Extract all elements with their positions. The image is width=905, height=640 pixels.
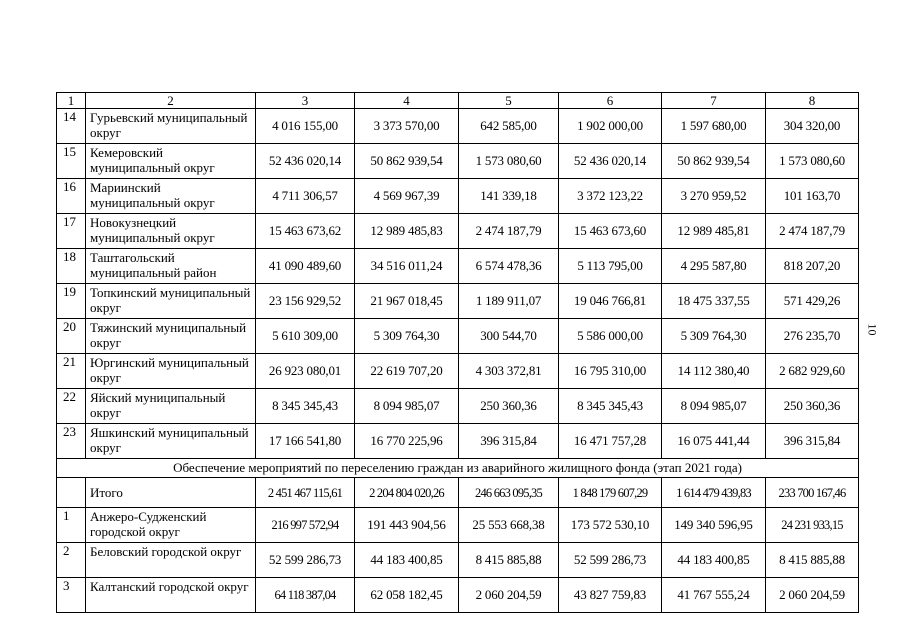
municipality-name: Мариинский муниципальный округ [86,179,256,214]
table-row [57,424,859,459]
amount-cell: 43 827 759,83 [559,578,662,613]
row-number: 17 [57,214,86,249]
amount-cell: 1 848 179 607,29 [559,478,662,508]
amount-cell: 17 166 541,80 [256,424,355,459]
row-number: 16 [57,179,86,214]
table-row [57,249,859,284]
amount-cell: 276 235,70 [766,319,859,354]
row-number: 19 [57,284,86,319]
amount-cell: 62 058 182,45 [355,578,459,613]
row-number [57,478,86,508]
amount-cell: 5 309 764,30 [662,319,766,354]
table-row [57,319,859,354]
amount-cell: 2 474 187,79 [766,214,859,249]
amount-cell: 50 862 939,54 [355,144,459,179]
amount-cell: 23 156 929,52 [256,284,355,319]
page-number: 10 [865,323,880,336]
amount-cell: 8 345 345,43 [256,389,355,424]
amount-cell: 2 474 187,79 [459,214,559,249]
row-number: 23 [57,424,86,459]
amount-cell: 2 204 804 020,26 [355,478,459,508]
table-row [57,179,859,214]
table-row [57,578,859,613]
amount-cell: 141 339,18 [459,179,559,214]
amount-cell: 4 569 967,39 [355,179,459,214]
amount-cell: 52 599 286,73 [256,543,355,578]
municipality-name: Тяжинский муниципальный округ [86,319,256,354]
amount-cell: 24 231 933,15 [766,508,859,543]
amount-cell: 26 923 080,01 [256,354,355,389]
row-number: 15 [57,144,86,179]
row-number: 14 [57,109,86,144]
amount-cell: 8 415 885,88 [766,543,859,578]
amount-cell: 44 183 400,85 [355,543,459,578]
table-row [57,144,859,179]
amount-cell: 1 189 911,07 [459,284,559,319]
table-row [57,109,859,144]
amount-cell: 52 599 286,73 [559,543,662,578]
data-table [56,92,859,613]
amount-cell: 818 207,20 [766,249,859,284]
amount-cell: 5 113 795,00 [559,249,662,284]
amount-cell: 2 060 204,59 [459,578,559,613]
amount-cell: 3 373 570,00 [355,109,459,144]
column-number-2: 2 [86,93,256,109]
amount-cell: 396 315,84 [766,424,859,459]
amount-cell: 5 610 309,00 [256,319,355,354]
amount-cell: 250 360,36 [459,389,559,424]
table-row [57,543,859,578]
municipality-name: Кемеровский муниципальный округ [86,144,256,179]
header-row [57,93,859,109]
amount-cell: 41 767 555,24 [662,578,766,613]
amount-cell: 2 451 467 115,61 [256,478,355,508]
row-number: 20 [57,319,86,354]
amount-cell: 2 682 929,60 [766,354,859,389]
municipality-name: Калтанский городской округ [86,578,256,613]
amount-cell: 34 516 011,24 [355,249,459,284]
amount-cell: 4 711 306,57 [256,179,355,214]
column-number-5: 5 [459,93,559,109]
amount-cell: 16 795 310,00 [559,354,662,389]
section-title: Обеспечение мероприятий по переселению граждан из аварийного жилищного фонда (этап 2021 года) [57,459,859,478]
amount-cell: 52 436 020,14 [256,144,355,179]
amount-cell: 8 094 985,07 [355,389,459,424]
column-number-6: 6 [559,93,662,109]
amount-cell: 18 475 337,55 [662,284,766,319]
amount-cell: 3 270 959,52 [662,179,766,214]
table-row [57,214,859,249]
amount-cell: 233 700 167,46 [766,478,859,508]
amount-cell: 4 016 155,00 [256,109,355,144]
table-row [57,389,859,424]
amount-cell: 22 619 707,20 [355,354,459,389]
amount-cell: 64 118 387,04 [256,578,355,613]
table-row [57,478,859,508]
amount-cell: 250 360,36 [766,389,859,424]
amount-cell: 16 075 441,44 [662,424,766,459]
amount-cell: 44 183 400,85 [662,543,766,578]
column-number-4: 4 [355,93,459,109]
amount-cell: 642 585,00 [459,109,559,144]
amount-cell: 396 315,84 [459,424,559,459]
column-number-1: 1 [57,93,86,109]
municipality-name: Итого [86,478,256,508]
municipality-name: Новокузнецкий муниципальный округ [86,214,256,249]
amount-cell: 4 295 587,80 [662,249,766,284]
amount-cell: 8 345 345,43 [559,389,662,424]
row-number: 22 [57,389,86,424]
amount-cell: 1 573 080,60 [766,144,859,179]
amount-cell: 50 862 939,54 [662,144,766,179]
amount-cell: 41 090 489,60 [256,249,355,284]
amount-cell: 19 046 766,81 [559,284,662,319]
amount-cell: 3 372 123,22 [559,179,662,214]
municipality-name: Юргинский муниципальный округ [86,354,256,389]
municipality-name: Яйский муниципальный округ [86,389,256,424]
column-number-7: 7 [662,93,766,109]
amount-cell: 1 902 000,00 [559,109,662,144]
amount-cell: 1 597 680,00 [662,109,766,144]
row-number: 21 [57,354,86,389]
amount-cell: 1 614 479 439,83 [662,478,766,508]
row-number: 1 [57,508,86,543]
table-row [57,284,859,319]
table-row [57,508,859,543]
amount-cell: 101 163,70 [766,179,859,214]
amount-cell: 149 340 596,95 [662,508,766,543]
amount-cell: 571 429,26 [766,284,859,319]
column-number-3: 3 [256,93,355,109]
municipality-name: Гурьевский муниципальный округ [86,109,256,144]
column-number-8: 8 [766,93,859,109]
amount-cell: 8 094 985,07 [662,389,766,424]
table-row [57,354,859,389]
section-row [57,459,859,478]
amount-cell: 21 967 018,45 [355,284,459,319]
amount-cell: 304 320,00 [766,109,859,144]
amount-cell: 1 573 080,60 [459,144,559,179]
amount-cell: 16 770 225,96 [355,424,459,459]
amount-cell: 5 586 000,00 [559,319,662,354]
row-number: 3 [57,578,86,613]
amount-cell: 2 060 204,59 [766,578,859,613]
amount-cell: 246 663 095,35 [459,478,559,508]
municipality-name: Анжеро-Судженский городской округ [86,508,256,543]
amount-cell: 173 572 530,10 [559,508,662,543]
amount-cell: 6 574 478,36 [459,249,559,284]
row-number: 2 [57,543,86,578]
amount-cell: 12 989 485,83 [355,214,459,249]
amount-cell: 15 463 673,60 [559,214,662,249]
amount-cell: 216 997 572,94 [256,508,355,543]
municipality-name: Топкинский муниципальный округ [86,284,256,319]
amount-cell: 5 309 764,30 [355,319,459,354]
amount-cell: 25 553 668,38 [459,508,559,543]
municipality-name: Беловский городской округ [86,543,256,578]
municipality-name: Таштагольский муниципальный район [86,249,256,284]
amount-cell: 300 544,70 [459,319,559,354]
municipality-name: Яшкинский муниципальный округ [86,424,256,459]
row-number: 18 [57,249,86,284]
amount-cell: 4 303 372,81 [459,354,559,389]
amount-cell: 16 471 757,28 [559,424,662,459]
amount-cell: 12 989 485,81 [662,214,766,249]
amount-cell: 52 436 020,14 [559,144,662,179]
amount-cell: 8 415 885,88 [459,543,559,578]
amount-cell: 15 463 673,62 [256,214,355,249]
amount-cell: 191 443 904,56 [355,508,459,543]
amount-cell: 14 112 380,40 [662,354,766,389]
